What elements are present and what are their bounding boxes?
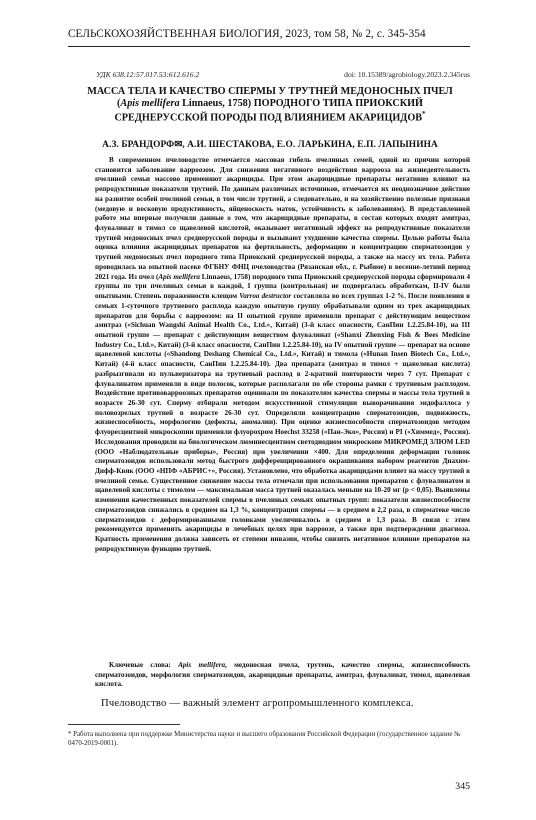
- article-title: [80, 86, 460, 124]
- title-text-1: МАССА ТЕЛА И КАЧЕСТВО СПЕРМЫ У ТРУТНЕЙ МЕДОНОСНЫХ ПЧЕЛ (: [87, 86, 453, 109]
- author-list: А.З. БРАНДОРФ✉, А.И. ШЕСТАКОВА, Е.О. ЛАРЬКИНА, Е.П. ЛАПЫНИНА: [102, 140, 438, 150]
- abstract-species-varroa: Varroa destructor: [239, 292, 292, 301]
- body-first-line: Пчеловодство — важный элемент агропромышленного комплекса.: [101, 698, 414, 709]
- keywords-species: Apis mellifera: [178, 661, 226, 669]
- keywords-list: , медоносная пчела, трутень, качество спермы, жизнеспособность сперматозоидов, морфология сперматозоидов, акарицидные препараты, амитраз, флувалинат, тимол, щавелевая кислота.: [95, 661, 470, 689]
- abstract: [95, 156, 470, 554]
- header-rule: [68, 46, 470, 47]
- abstract-text-1: В современном пчеловодстве отмечается массовая гибель пчелиных семей, одной из причин которой становится заболевание варроозом. Для снижения негативного воздействия варрооза на жизнедеятельность пчелиной семьи массово применяют акарициды. При этом акарицидные препараты негативно влияют на репродуктивные показатели трутней. По данным различных источников, отмечается их неоднозначное действие на развитие особей пчелиной семьи, в том числе трутней, а следовательно, и на хозяйственно полезные признаки (медовую и восковую продуктивность, яйценоскость маток, устойчивость к заболеваниям). В представленной работе мы впервые получили данные о том, что акарицидные препараты, в состав которых входят амитраз, флувалинат и тимол со щавелевой кислотой, оказывают негативный эффект на репродуктивные показатели трутней медоносных пчел среднерусской породы и вызывают ухудшение качества спермы. Целью работы была оценка влияния акарицидных препаратов на фертильность, деформацию и концентрацию сперматозоидов у трутней медоносных пчел породного типа Приокский среднерусской породы, а также на массу их тела. Работа проводилась на опытной пасеке ФГБНУ ФНЦ пчеловодства (Рязанская обл., г. Рыбное) в весенне-летний период 2021 года. Из пчел (: [95, 156, 470, 281]
- footnote: * Работа выполнена при поддержке Министерства науки и высшего образования Российской Федерации (государственное задание № 0470-2019-0001).: [68, 731, 461, 747]
- keywords: [95, 661, 470, 690]
- title-footnote-mark: *: [422, 110, 426, 119]
- abstract-text-2: Linnaeus, 1758) породного типа Приокский среднерусской породы сформировали 4 группы по три пчелиных семьи в каждой, I группа (контрольная) не подвергалась обработкам, II-IV были опытными. Степень пораженности клещом: [95, 272, 471, 301]
- footnote-rule: [68, 724, 180, 725]
- abstract-text-3: составляла во всех группах 1-2 %. После появления в семьях 1-суточного трутневого расплода каждую опытную группу обрабатывали одним из трех акарицидных препаратов для борьбы с варроозом: на II опытной группе применяли препарат с действующим веществом амитраз («Sichuan Wangshi Animal Health Co., Ltd.», Китай) (3-й класс опасности, СанПин 1.2.25.84-10), на III опытной группе — препарат с действующим веществом флувалинат («Shanxi Zhenxing Fish & Bees Medicine Industry Co., Ltd.», Китай) (3-й класс опасности, СанПин 1.2.25.84-10), на IV опытной группе — препарат на основе щавелевой кислоты («Shandong Deshang Chemical Co., Ltd.», Китай) и тимола («Hunan Insen Biotech Co., Ltd.», Китай) (4-й класс опасности, СанПин 1.2.25.84-10). Два препарата (амитраз и тимол + щавелевая кислота) разбрызгивали из пульверизатора на трутневый расплод в 2-кратной повторности через 7 сут. Препарат с флувалинатом применяли в виде полосок, которые располагали по обе стороны рамки с трутневым расплодом. Воздействие противоварроозных препаратов оценивали по показателям качества спермы и массы тела трутней в возрасте 26-30 сут. Сперму отбирали методом искусственной стимуляции выворачивания эндофаллоса у половозрелых трутней в возрасте 26-30 сут. Определяли концентрацию сперматозоидов, подвижность, жизнеспособность, морфологию (дефекты, аномалии). При оценке жизнеспособности сперматозоидов методом флуоресцентной микроскопии применяли флуорохром Hoechst 33258 («Пан-Эко», Россия) и PI («Химмед», Россия). Исследования проводили на биологическом люминесцентном светодиодном микроскопе МИКРОМЕД 3ЛЮМ LED (ООО «Наблюдательные приборы», Россия) при увеличении ×400. Для определения деформации головок сперматозоидов использовали метод быстрого дифференцированного окрашивания набором реагентов Диахим-Дифф-Квик (ООО «НПФ «АБРИС+», Россия). Установлено, что обработка акарицидами влияет на массу трутней в пчелиной семье. Существенное снижение массы тела отмечали при использовании препаратов с флувалинатом и щавелевой кислоты с тимолом — максимальная масса трутней оказалась меньше на 10-20 мг (p < 0,05). Выявлены изменения качественных показателей спермы в пчелиных семьях опытных групп: показатели жизнеспособности сперматозоидов снижались в среднем на 1,3 %, концентрация спермы — в среднем в 2,2 раза, в сперматеке число сперматозоидов с деформированными головками увеличивалось в среднем в 1,3 раза. В связи с этим рекомендуется применять акарициды в лечебных целях при варроозе, а также при подтверждении диагноза. Кратность применения должна зависеть от степени инвазии, чтобы снизить негативное влияние препаратов на репродуктивную функцию трутней.: [95, 292, 470, 553]
- title-species: Apis mellifera: [120, 97, 180, 109]
- title-text-2: Linnaeus, 1758) ПОРОДНОГО ТИПА ПРИОКСКИЙ СРЕДНЕРУССКОЙ ПОРОДЫ ПОД ВЛИЯНИЕМ АКАРИЦИДОВ: [114, 97, 423, 124]
- abstract-species-apis: Apis mellifera: [158, 272, 200, 281]
- running-head: СЕЛЬСКОХОЗЯЙСТВЕННАЯ БИОЛОГИЯ, 2023, том 58, № 2, с. 345-354: [68, 28, 426, 40]
- doi-reference[interactable]: doi: 10.15389/agrobiology.2023.2.345rus: [344, 70, 470, 79]
- page-number: 345: [455, 781, 470, 792]
- udc-code: УДК 638.12:57.017.53:612.616.2: [96, 70, 200, 79]
- keywords-label: Ключевые слова:: [109, 661, 179, 669]
